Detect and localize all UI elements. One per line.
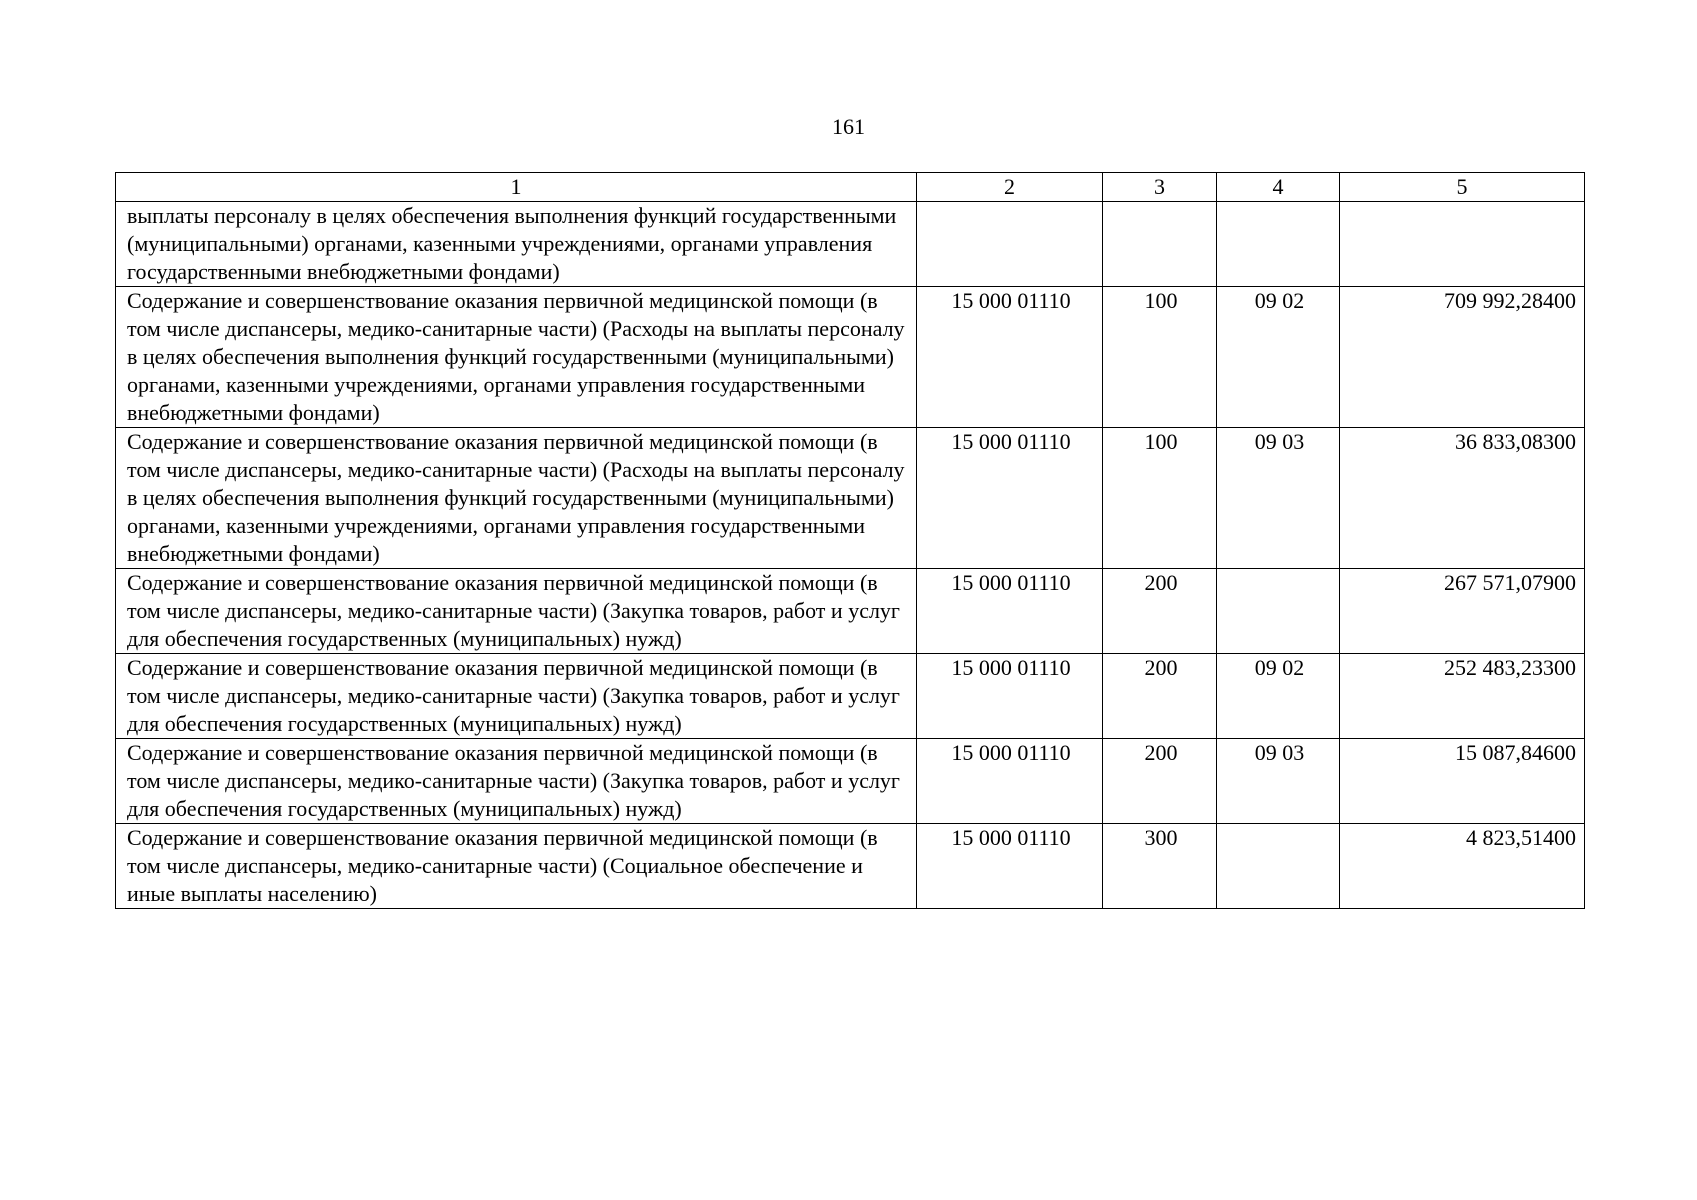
table-row: [116, 287, 1585, 428]
header-col-4: 4: [1217, 173, 1340, 202]
table-row: [116, 824, 1585, 909]
page-number: 161: [832, 114, 865, 139]
row-code-cell: [917, 202, 1103, 287]
row-name-cell: Содержание и совершенствование оказания первичной медицинской помощи (в том числе диспансеры, медико-санитарные части) (Закупка товаров, работ и услуг для обеспечения государственных (муниципальных) нужд): [116, 739, 917, 824]
row-vr-cell: 200: [1103, 654, 1217, 739]
row-name-cell: Содержание и совершенствование оказания первичной медицинской помощи (в том числе диспансеры, медико-санитарные части) (Социальное обеспечение и иные выплаты населению): [116, 824, 917, 909]
row-vr-cell: 200: [1103, 739, 1217, 824]
row-name-cell: Содержание и совершенствование оказания первичной медицинской помощи (в том числе диспансеры, медико-санитарные части) (Расходы на выплаты персоналу в целях обеспечения выполнения функций государственными (муниципальными) органами, казенными учреждениями, органами управления государственными внебюджетными фондами): [116, 428, 917, 569]
budget-table: [115, 172, 1585, 909]
row-section-cell: [1217, 202, 1340, 287]
table-row: [116, 428, 1585, 569]
row-section-cell: [1217, 824, 1340, 909]
row-name-cell: Содержание и совершенствование оказания первичной медицинской помощи (в том числе диспансеры, медико-санитарные части) (Закупка товаров, работ и услуг для обеспечения государственных (муниципальных) нужд): [116, 654, 917, 739]
row-vr-cell: 100: [1103, 287, 1217, 428]
row-code-cell: 15 000 01110: [917, 569, 1103, 654]
header-col-2: 2: [917, 173, 1103, 202]
row-code-cell: 15 000 01110: [917, 739, 1103, 824]
row-section-cell: 09 02: [1217, 287, 1340, 428]
table-row: [116, 202, 1585, 287]
table-row: [116, 654, 1585, 739]
header-col-5: 5: [1340, 173, 1585, 202]
row-sum-cell: 4 823,51400: [1340, 824, 1585, 909]
row-sum-cell: 36 833,08300: [1340, 428, 1585, 569]
row-sum-cell: 709 992,28400: [1340, 287, 1585, 428]
header-col-3: 3: [1103, 173, 1217, 202]
row-section-cell: 09 03: [1217, 739, 1340, 824]
row-section-cell: 09 03: [1217, 428, 1340, 569]
row-vr-cell: 200: [1103, 569, 1217, 654]
row-sum-cell: 267 571,07900: [1340, 569, 1585, 654]
row-code-cell: 15 000 01110: [917, 428, 1103, 569]
row-code-cell: 15 000 01110: [917, 824, 1103, 909]
row-sum-cell: 15 087,84600: [1340, 739, 1585, 824]
table-header-row: [116, 173, 1585, 202]
row-vr-cell: 100: [1103, 428, 1217, 569]
row-name-cell: Содержание и совершенствование оказания первичной медицинской помощи (в том числе диспансеры, медико-санитарные части) (Расходы на выплаты персоналу в целях обеспечения выполнения функций государственными (муниципальными) органами, казенными учреждениями, органами управления государственными внебюджетными фондами): [116, 287, 917, 428]
table-row: [116, 569, 1585, 654]
row-sum-cell: 252 483,23300: [1340, 654, 1585, 739]
header-col-1: 1: [116, 173, 917, 202]
table-row: [116, 739, 1585, 824]
row-sum-cell: [1340, 202, 1585, 287]
row-section-cell: 09 02: [1217, 654, 1340, 739]
row-vr-cell: [1103, 202, 1217, 287]
row-section-cell: [1217, 569, 1340, 654]
row-name-cell: Содержание и совершенствование оказания первичной медицинской помощи (в том числе диспансеры, медико-санитарные части) (Закупка товаров, работ и услуг для обеспечения государственных (муниципальных) нужд): [116, 569, 917, 654]
row-vr-cell: 300: [1103, 824, 1217, 909]
row-code-cell: 15 000 01110: [917, 287, 1103, 428]
row-name-cell: выплаты персоналу в целях обеспечения выполнения функций государственными (муниципальными) органами, казенными учреждениями, органами управления государственными внебюджетными фондами): [116, 202, 917, 287]
row-code-cell: 15 000 01110: [917, 654, 1103, 739]
